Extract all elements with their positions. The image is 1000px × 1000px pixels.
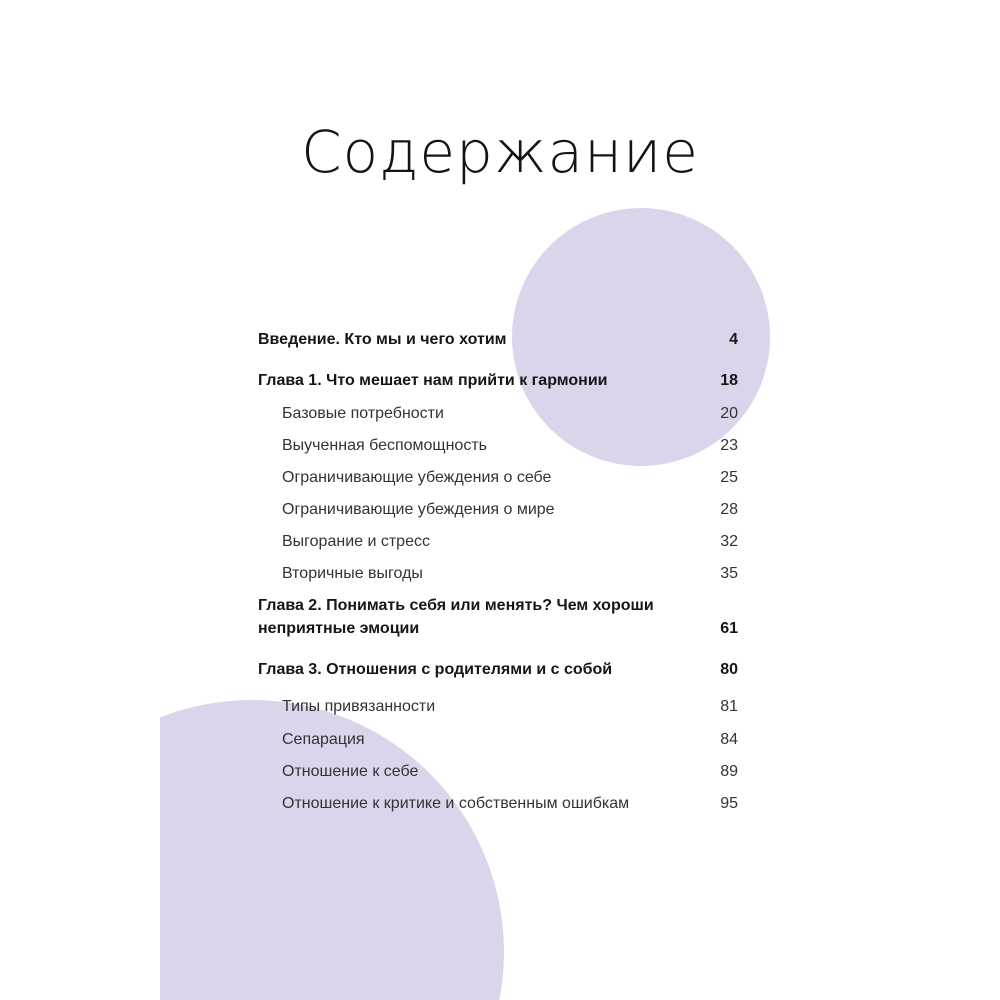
toc-entry-label: Выгорание и стресс [282, 533, 430, 550]
toc-entry-label: Глава 1. Что мешает нам прийти к гармонии [258, 372, 608, 389]
toc-entry-label-line-2: неприятные эмоции [258, 620, 420, 637]
table-of-contents [160, 0, 840, 1000]
toc-entry-page: 32 [720, 533, 738, 550]
toc-entry-page: 89 [720, 763, 738, 780]
toc-entry-label: Ограничивающие убеждения о мире [282, 501, 555, 518]
toc-entry-label [258, 594, 658, 640]
toc-entry-label: Базовые потребности [282, 405, 444, 422]
toc-entry-page: 81 [720, 698, 738, 715]
toc-entry-label: Выученная беспомощность [282, 437, 487, 454]
toc-entry-page: 23 [720, 437, 738, 454]
toc-entry-label: Сепарация [282, 731, 365, 748]
toc-entry-page: 18 [720, 372, 738, 389]
toc-entry-page: 80 [720, 661, 738, 678]
toc-entry-label: Отношение к себе [282, 763, 419, 780]
toc-entry-page: 20 [720, 405, 738, 422]
toc-entry-label: Вторичные выгоды [282, 565, 423, 582]
toc-entry-label: Введение. Кто мы и чего хотим [258, 331, 507, 348]
toc-entry-label: Типы привязанности [282, 698, 436, 715]
toc-entry-label: Отношение к критике и собственным ошибкам [282, 795, 630, 812]
toc-entry-page: 25 [720, 469, 738, 486]
toc-entry-page: 35 [720, 565, 738, 582]
toc-entry-label-line-1: Глава 2. Понимать себя или менять? Чем хороши [258, 597, 654, 614]
book-page [160, 0, 840, 1000]
toc-entry-page: 61 [720, 620, 738, 637]
page-title: Содержание [301, 118, 699, 186]
toc-entry-page: 95 [720, 795, 738, 812]
toc-entry-label: Ограничивающие убеждения о себе [282, 469, 552, 486]
toc-entry-page: 84 [720, 731, 738, 748]
toc-entry-page: 28 [720, 501, 738, 518]
toc-entry-label: Глава 3. Отношения с родителями и с собой [258, 661, 613, 678]
toc-entry-page: 4 [729, 331, 738, 348]
